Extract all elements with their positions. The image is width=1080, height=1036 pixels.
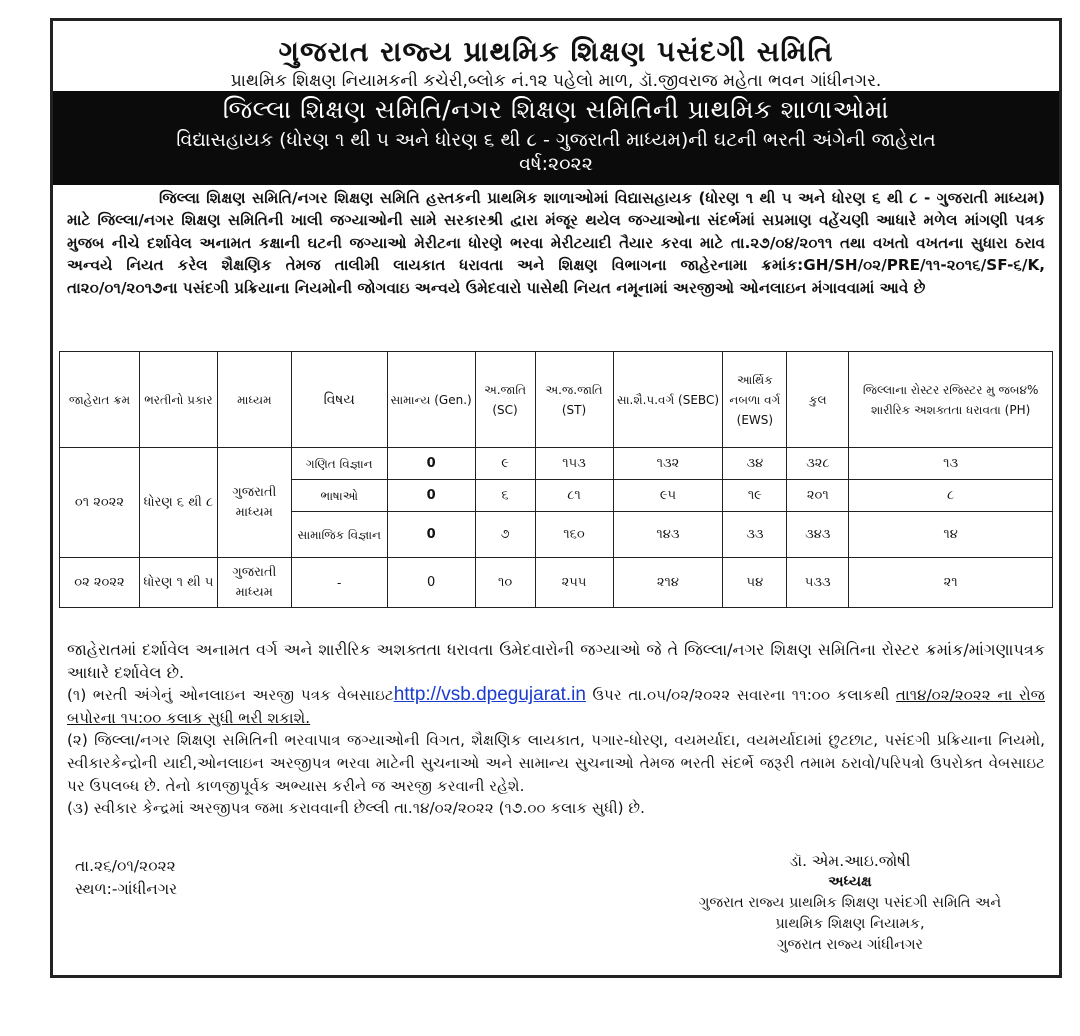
cell-sebc: ૨૧૪: [613, 558, 723, 608]
table-row: [60, 558, 1053, 608]
cell-ews: ૧૯: [723, 480, 787, 512]
cell-total: ૨૦૧: [787, 480, 849, 512]
cell-total: ૫૩૩: [787, 558, 849, 608]
th-subject: વિષય: [291, 352, 387, 448]
cell-total: ૩૨૮: [787, 448, 849, 480]
cell-medium: ગુજરાતી માધ્યમ: [217, 448, 291, 558]
table-header-row: [60, 352, 1053, 448]
th-sc: અ.જાતિ (SC): [475, 352, 535, 448]
note-last-date: (૩) સ્વીકાર કેન્દ્રમાં અરજીપત્ર જમા કરાવવાની છેલ્લી તા.૧૪/૦૨/૨૦૨૨ (૧૭.૦૦ કલાક સુધી) છે.: [67, 799, 645, 818]
cell-gen: 0: [387, 558, 475, 608]
cell-total: ૩૪૩: [787, 512, 849, 558]
cell-ews: ૩૩: [723, 512, 787, 558]
website-link[interactable]: http://vsb.dpegujarat.in: [393, 684, 586, 706]
cell-ph: ૨૧: [849, 558, 1053, 608]
banner-line-2: વિદ્યાસહાયક (ધોરણ ૧ થી ૫ અને ધોરણ ૬ થી ૮ - ગુજરાતી માધ્યમ)ની ઘટની ભરતી અંગેની જાહેરાત: [176, 129, 936, 151]
cell-sc: ૭: [475, 512, 535, 558]
note-reserved-category: જાહેરાતમાં દર્શાવેલ અનામત વર્ગ અને શારીરિક અશક્તતા ધરાવતા ઉમેદવારોની જગ્યાઓ જે તે જિલ્લા/નગર શિક્ષણ સમિતિના રોસ્ટર ક્રમાંક/માંગણાપત્રક આધારે દર્શાવેલ છે.: [67, 640, 1045, 682]
note-online-form-text: (૧) ભરતી અંગેનું ઓનલાઇન અરજી પત્રક વેબસાઇટ: [67, 686, 394, 705]
issue-place: સ્થળ:-ગાંધીનગર: [75, 880, 178, 898]
signature-block: [685, 851, 1015, 956]
cell-sebc: ૧૩૨: [613, 448, 723, 480]
banner-year: વર્ષ:૨૦૨૨: [519, 153, 593, 175]
note-online-form-date: ઉપર તા.૦૫/૦૨/૨૦૨૨ સવારના ૧૧:૦૦ કલાકથી: [585, 686, 896, 705]
cell-sc: ૬: [475, 480, 535, 512]
cell-gen: 0: [387, 448, 475, 480]
signatory-name: ડૉ. એમ.આઇ.જોષી: [789, 852, 911, 870]
signatory-role: અધ્યક્ષ: [828, 874, 872, 890]
intro-paragraph: જિલ્લા શિક્ષણ સમિતિ/નગર શિક્ષણ સમિતિ હસ્તકની પ્રાથમિક શાળાઓમાં વિદ્યાસહાયક (ધોરણ ૧ થી ૫ અને ધોરણ ૬ થી ૮ - ગુજરાતી માધ્યમ) માટે જિલ્લા/નગર શિક્ષણ સમિતિની ખાલી જગ્યાઓની સામે સરકારશ્રી દ્વારા મંજૂર થયેલ જગ્યાઓના સંદર્ભમાં સપ્રમાણ વહેંચણી આધારે મળેલ માંગણી પત્રક મુજબ નીચે દર્શાવેલ અનામત કક્ષાની ઘટની જગ્યાઓ મેરીટના ધોરણે ભરવા મેરીટયાદી તૈયાર કરવા માટે તા.૨૭/૦૪/૨૦૧૧ તથા વખતો વખતના સુધારા ઠરાવ અન્વયે નિયત કરેલ શૈક્ષણિક તેમજ તાલીમી લાયકાત ધરાવતા અને શિક્ષણ વિભાગના જાહેરનામા ક્રમાંક:GH/SH/૦૨/PRE/૧૧-૨૦૧૬/SF-૬/K, તા૨૦/૦૧/૨૦૧૭ના પસંદગી પ્રક્રિયાના નિયમોની જોગવાઇ અન્વયે ઉમેદવારો પાસેથી નિયત નમૂનામાં અરજીઓ ઓનલાઇન મંગાવવામાં આવે છે: [67, 189, 1045, 297]
date-place-block: [75, 855, 177, 901]
cell-st: ૨૫૫: [535, 558, 613, 608]
th-ad-no: જાહેરાત ક્રમ: [60, 352, 140, 448]
th-sebc: સા.શૈ.પ.વર્ગ (SEBC): [613, 352, 723, 448]
cell-sc: ૧૦: [475, 558, 535, 608]
th-type: ભરતીનો પ્રકાર: [139, 352, 217, 448]
note-online-form: [67, 684, 1045, 729]
cell-sc: ૯: [475, 448, 535, 480]
vacancy-table: [59, 351, 1053, 608]
issue-date: તા.૨૬/૦૧/૨૦૨૨: [75, 857, 176, 875]
cell-type: ધોરણ ૬ થી ૮: [139, 448, 217, 558]
th-ph: જિલ્લાના રોસ્ટર રજિસ્ટર મુ જબ૪% શારીરિક અશક્તતા ધરાવતા (PH): [849, 352, 1053, 448]
th-medium: માધ્યમ: [217, 352, 291, 448]
cell-subject: સામાજિક વિજ્ઞાન: [291, 512, 387, 558]
th-gen: સામાન્ય (Gen.): [387, 352, 475, 448]
cell-ph: ૮: [849, 480, 1053, 512]
th-st: અ.જ.જાતિ (ST): [535, 352, 613, 448]
advertisement-frame: [50, 18, 1062, 978]
advertisement-banner: [53, 91, 1059, 185]
cell-ad-no: ૦૧ ૨૦૨૨: [60, 448, 140, 558]
page-title: ગુજરાત રાજ્ય પ્રાથમિક શિક્ષણ પસંદગી સમિતિ: [278, 35, 834, 68]
cell-subject: ભાષાઓ: [291, 480, 387, 512]
banner-line-1: જિલ્લા શિક્ષણ સમિતિ/નગર શિક્ષણ સમિતિની પ્રાથમિક શાળાઓમાં: [222, 95, 890, 124]
cell-st: ૮૧: [535, 480, 613, 512]
cell-subject: -: [291, 558, 387, 608]
cell-sebc: ૯૫: [613, 480, 723, 512]
cell-subject: ગણિત વિજ્ઞાન: [291, 448, 387, 480]
cell-ph: ૧૩: [849, 448, 1053, 480]
cell-medium: ગુજરાતી માધ્યમ: [217, 558, 291, 608]
cell-st: ૧૫૩: [535, 448, 613, 480]
cell-gen: 0: [387, 480, 475, 512]
cell-sebc: ૧૪૩: [613, 512, 723, 558]
signatory-org-3: ગુજરાત રાજ્ય ગાંધીનગર: [776, 937, 924, 953]
cell-st: ૧૬૦: [535, 512, 613, 558]
note-online-form-deadline: તા૧૪/૦૨/૨૦૨૨ ના રોજ બપોરના ૧૫:૦૦ કલાક સુધી ભરી શકાશે.: [67, 686, 1045, 727]
signatory-org-1: ગુજરાત રાજ્ય પ્રાથમિક શિક્ષણ પસંદગી સમિતિ અને: [698, 895, 1002, 911]
notes-section: [67, 639, 1045, 820]
th-total: કુલ: [787, 352, 849, 448]
cell-ews: ૫૪: [723, 558, 787, 608]
cell-ews: ૩૪: [723, 448, 787, 480]
cell-type: ધોરણ ૧ થી ૫: [139, 558, 217, 608]
note-details: (૨) જિલ્લા/નગર શિક્ષણ સમિતિની ભરવાપાત્ર જગ્યાઓની વિગત, શૈક્ષણિક લાયકાત, પગાર-ધોરણ, વયમર્યાદા, વયમર્યાદામાં છુટછાટ, પસંદગી પ્રક્રિયાના નિયમો, સ્વીકારકેન્દ્રોની યાદી,ઓનલાઇન અરજીપત્ર ભરવા માટેની સુચનાઓ અને સામાન્ય સુચનાઓ તેમજ ભરતી સંદર્ભે જરૂરી તમામ ઠરાવો/પરિપત્રો ઉપરોક્ત વેબસાઇટ પર ઉપલબ્ધ છે. તેનો કાળજીપૂર્વક અભ્યાસ કરીને જ અરજી કરવાની રહેશે.: [67, 731, 1045, 795]
cell-ph: ૧૪: [849, 512, 1053, 558]
cell-ad-no: ૦૨ ૨૦૨૨: [60, 558, 140, 608]
signatory-org-2: પ્રાથમિક શિક્ષણ નિયામક,: [775, 916, 925, 932]
table-row: [60, 448, 1053, 480]
office-address: પ્રાથમિક શિક્ષણ નિયામકની કચેરી,બ્લોક નં.૧૨ પહેલો માળ, ડૉ.જીવરાજ મહેતા ભવન ગાંધીનગર.: [230, 71, 882, 91]
th-ews: આર્થિક નબળા વર્ગ (EWS): [723, 352, 787, 448]
cell-gen: 0: [387, 512, 475, 558]
